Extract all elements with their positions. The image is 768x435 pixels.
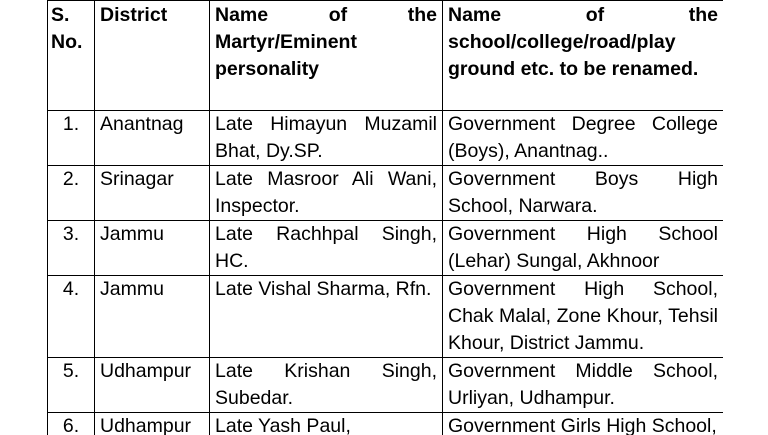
row-martyr-name: Late Krishan Singh, Subedar. [210,358,443,413]
row-martyr-name: Late Yash Paul, [210,413,443,435]
row-institution: Government Girls High School, [443,413,724,435]
row-district: Udhampur [95,358,210,413]
header-institution: Name of the school/college/road/play ground etc. to be renamed. [443,1,724,111]
row-district: Anantnag [95,111,210,166]
row-district: Jammu [95,221,210,276]
header-serial-number: S. No. [48,1,95,111]
table-row [48,111,724,166]
table-header [48,1,724,111]
row-martyr-name: Late Vishal Sharma, Rfn. [210,276,443,358]
table-row [48,413,724,435]
header-martyr-name: Name of the Martyr/Eminent personality [210,1,443,111]
document-page [47,0,723,435]
row-institution: Government Degree College (Boys), Anantnag.. [443,111,724,166]
row-serial-number: 1. [48,111,95,166]
row-institution: Government High School (Lehar) Sungal, Akhnoor [443,221,724,276]
row-serial-number: 4. [48,276,95,358]
renaming-table [47,0,723,435]
row-district: Udhampur [95,413,210,435]
row-martyr-name: Late Rachhpal Singh, HC. [210,221,443,276]
row-martyr-name: Late Masroor Ali Wani, Inspector. [210,166,443,221]
row-district: Jammu [95,276,210,358]
table-row [48,276,724,358]
row-institution: Government Middle School, Urliyan, Udhampur. [443,358,724,413]
table-row [48,166,724,221]
row-institution: Government High School, Chak Malal, Zone Khour, Tehsil Khour, District Jammu. [443,276,724,358]
row-serial-number: 3. [48,221,95,276]
row-institution: Government Boys High School, Narwara. [443,166,724,221]
row-serial-number: 6. [48,413,95,435]
row-district: Srinagar [95,166,210,221]
table-body [48,111,724,435]
table-row [48,358,724,413]
header-district: District [95,1,210,111]
row-serial-number: 5. [48,358,95,413]
row-martyr-name: Late Himayun Muzamil Bhat, Dy.SP. [210,111,443,166]
row-serial-number: 2. [48,166,95,221]
table-row [48,221,724,276]
header-row [48,1,724,111]
